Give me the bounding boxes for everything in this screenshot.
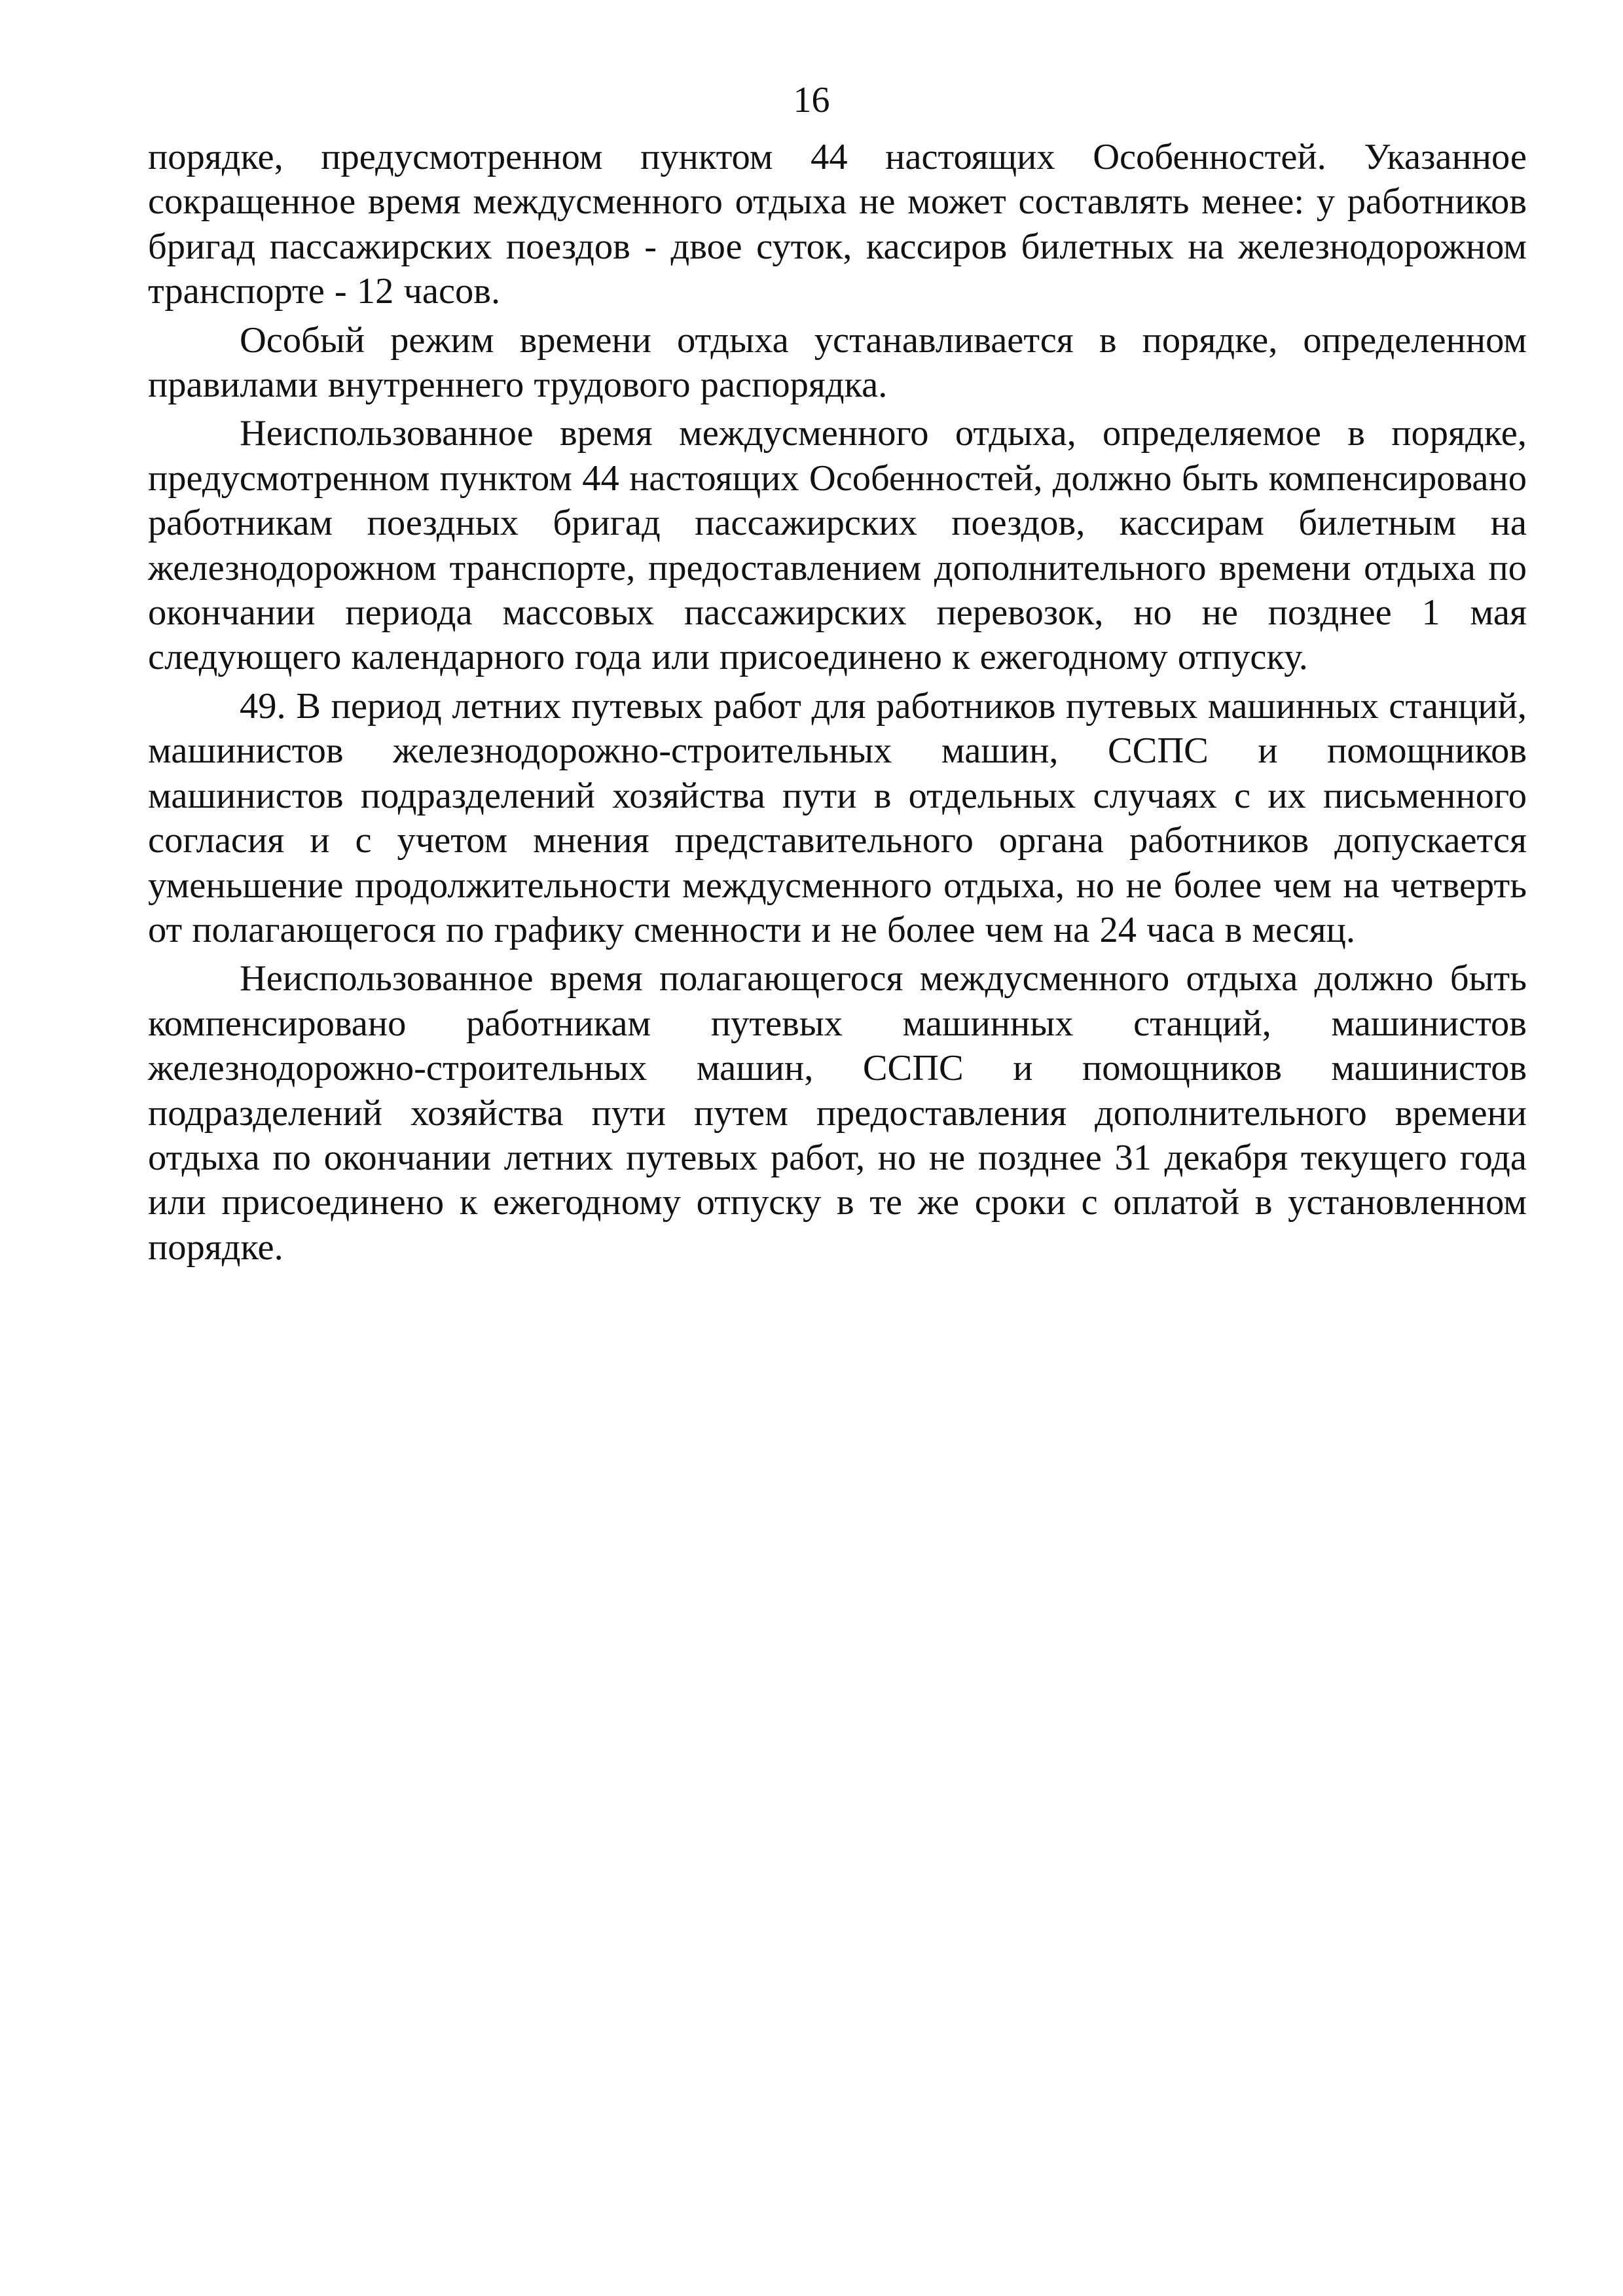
paragraph-unused-rest-track-works: Неиспользованное время полагающегося междусменного отдыха должно быть компенсировано работникам путевых машинных станций, машинистов железнодорожно-строительных машин, ССПС и помощников машинистов подразделений хозяйства пути путем предоставления дополнительного времени отдыха по окончании летних путевых работ, но не позднее 31 декабря текущего года или присоединено к ежегодному отпуску в те же сроки с оплатой в установленном порядке. — [148, 958, 1527, 1268]
page-number: 16 — [793, 80, 830, 120]
paragraph-continuation: порядке, предусмотренном пунктом 44 настоящих Особенностей. Указанное сокращенное время междусменного отдыха не может составлять менее: у работников бригад пассажирских поездов - двое суток, кассиров билетных на железнодорожном транспорте - 12 часов. — [148, 137, 1527, 312]
paragraph-unused-rest-compensation: Неиспользованное время междусменного отдыха, определяемое в порядке, предусмотренном пунктом 44 настоящих Особенностей, должно быть компенсировано работникам поездных бригад пассажирских поездов, кассирам билетным на железнодорожном транспорте, предоставлением дополнительного времени отдыха по окончании периода массовых пассажирских перевозок, но не позднее 1 мая следующего календарного года или присоединено к ежегодному отпуску. — [148, 413, 1527, 678]
paragraph-clause-49: 49. В период летних путевых работ для работников путевых машинных станций, машинистов железнодорожно-строительных машин, ССПС и помощников машинистов подразделений хозяйства пути в отдельных случаях с их письменного согласия и с учетом мнения представительного органа работников допускается уменьшение продолжительности междусменного отдыха, но не более чем на четверть от полагающегося по графику сменности и не более чем на 24 часа в месяц. — [148, 685, 1527, 950]
document-body — [148, 135, 1527, 1274]
paragraph-special-rest-regime: Особый режим времени отдыха устанавливается в порядке, определенном правилами внутреннего трудового распорядка. — [148, 319, 1527, 406]
